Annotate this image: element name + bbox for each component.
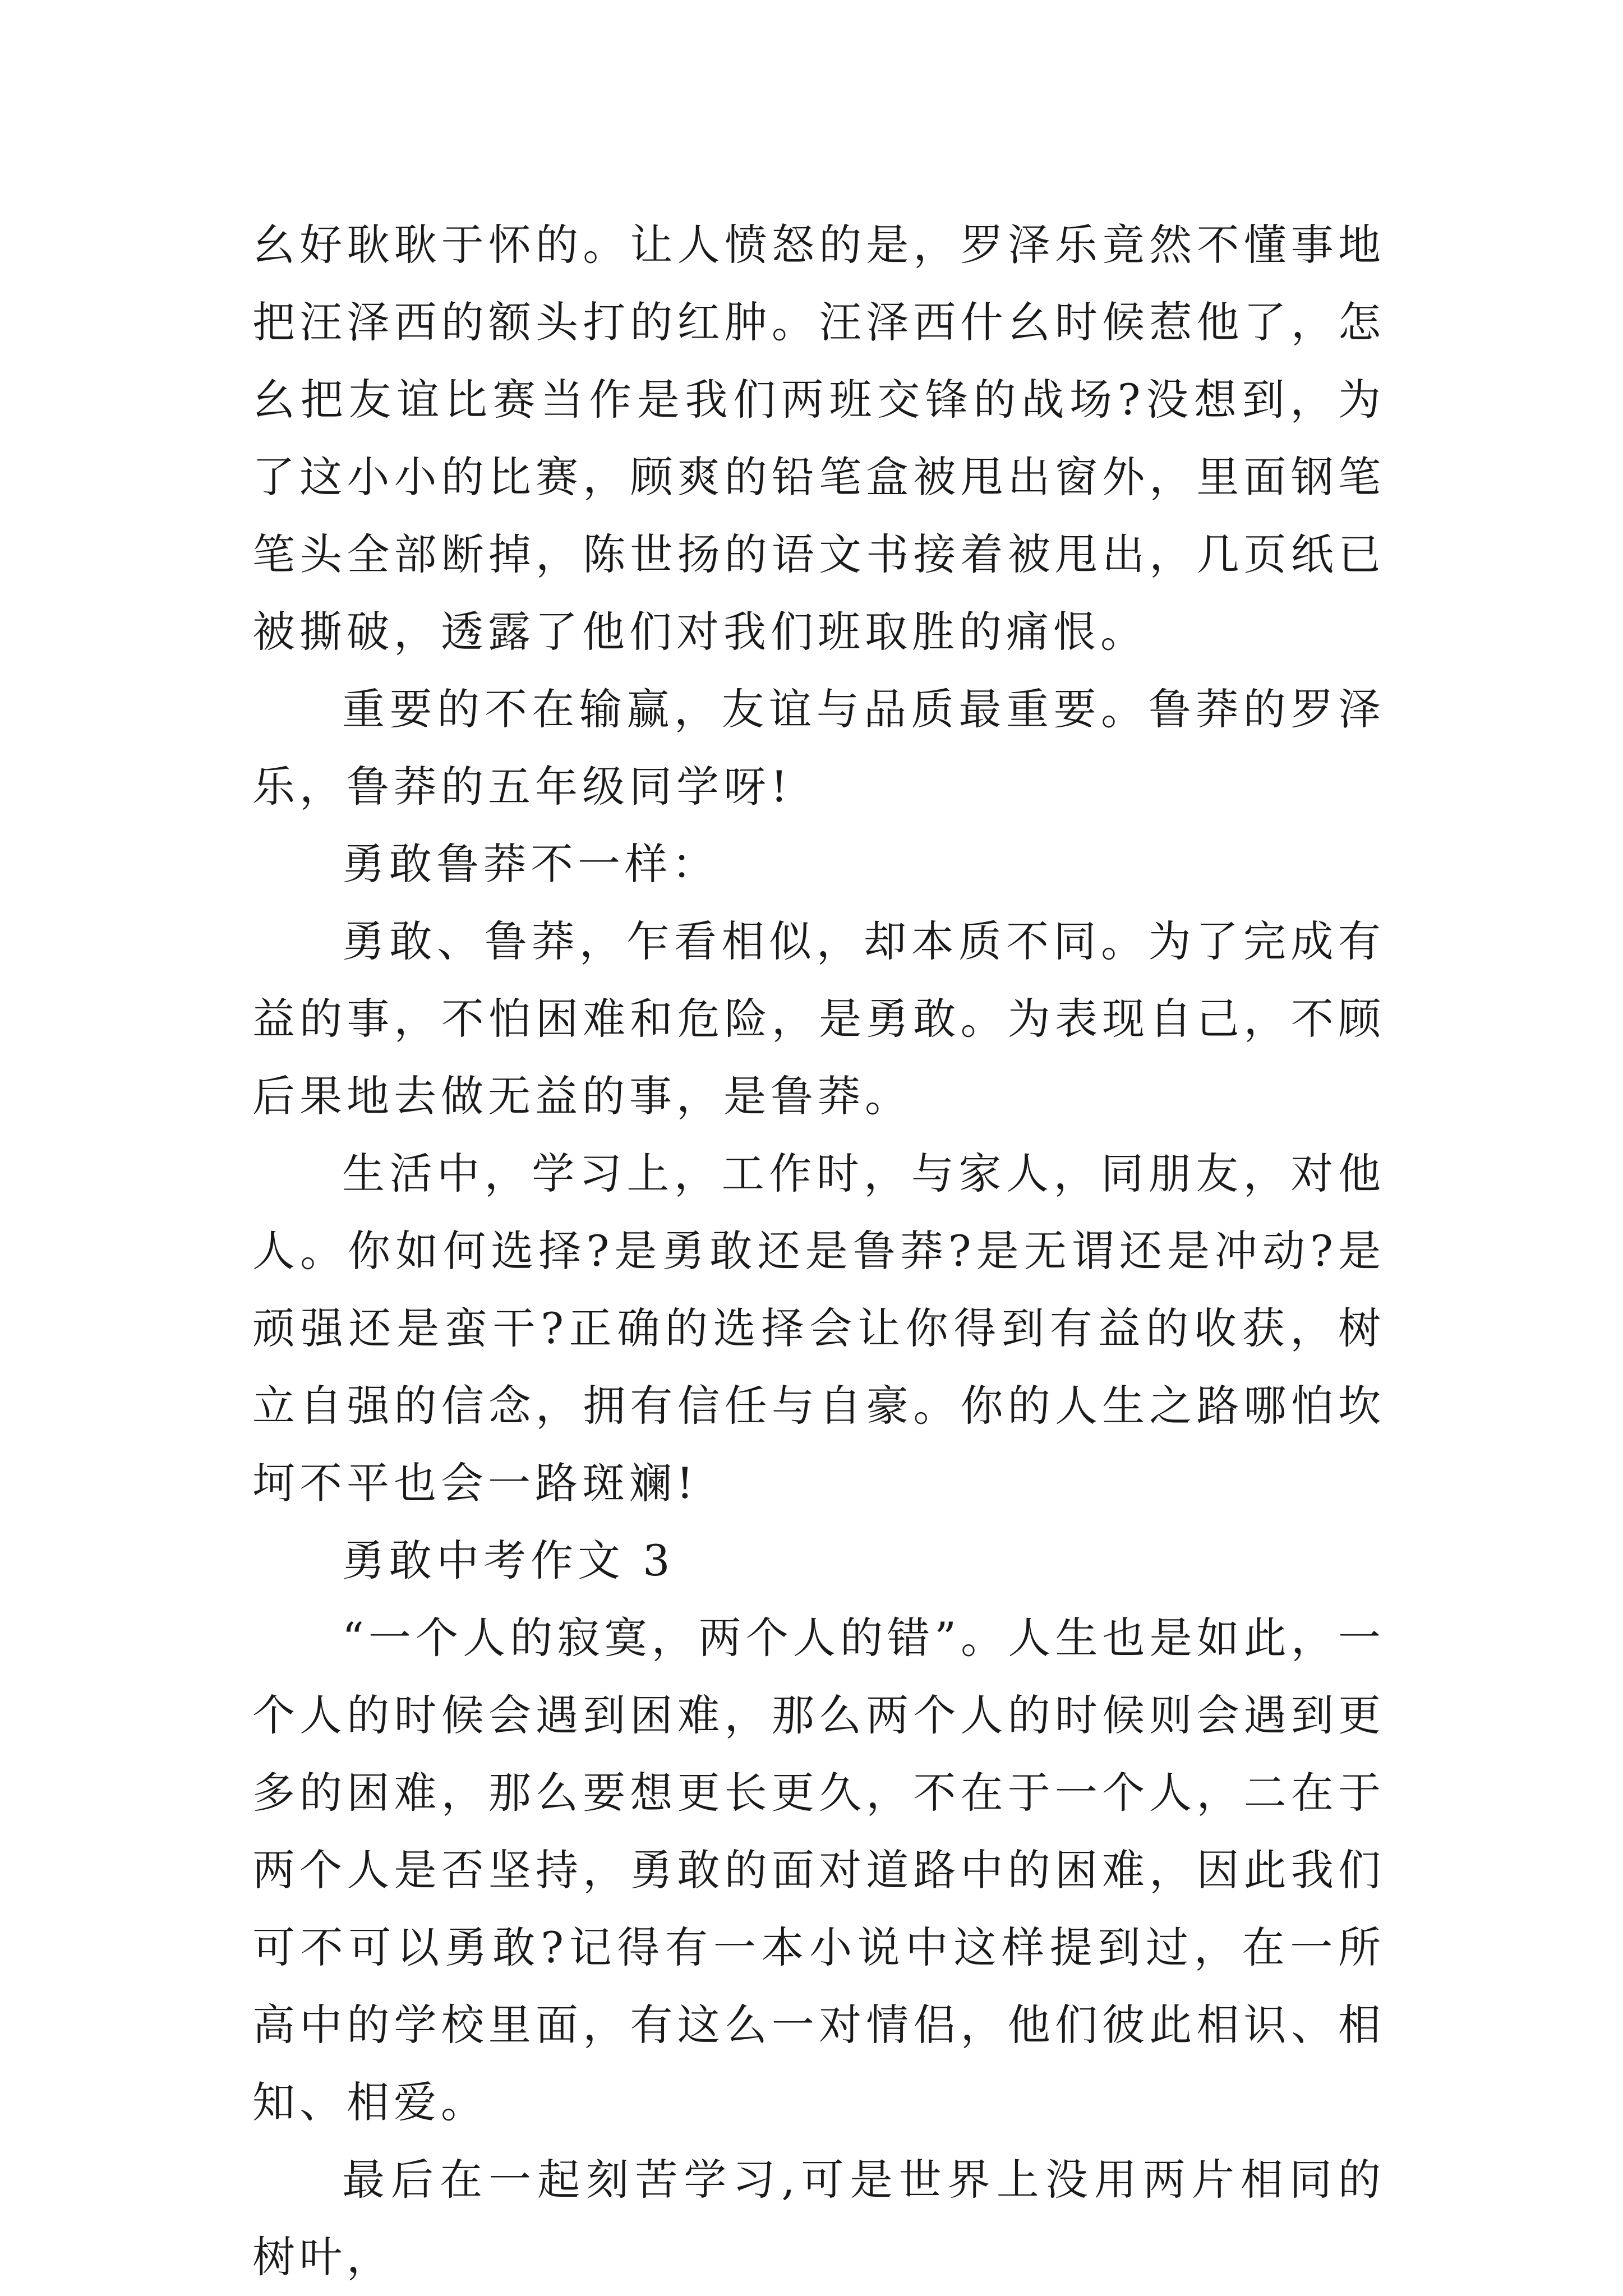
paragraph-5: 生活中，学习上，工作时，与家人，同朋友，对他人。你如何选择?是勇敢还是鲁莽?是无谓还是冲动?是顽强还是蛮干?正确的选择会让你得到有益的收获，树立自强的信念，拥有信任与自豪。你的人生之路哪怕坎坷不平也会一路斑斓! — [252, 1149, 1385, 1508]
paragraph-2: 重要的不在输赢，友谊与品质最重要。鲁莽的罗泽乐，鲁莽的五年级同学呀! — [252, 684, 1385, 812]
section-heading: 勇敢中考作文 3 — [342, 1536, 675, 1585]
paragraph-4: 勇敢、鲁莽，乍看相似，却本质不同。为了完成有益的事，不怕困难和危险，是勇敢。为表现自己，不顾后果地去做无益的事，是鲁莽。 — [252, 916, 1385, 1121]
paragraph-1: 幺好耿耿于怀的。让人愤怒的是，罗泽乐竟然不懂事地把汪泽西的额头打的红肿。汪泽西什幺时候惹他了，怎幺把友谊比赛当作是我们两班交锋的战场?没想到，为了这小小的比赛，顾爽的铅笔盒被甩出窗外，里面钢笔笔头全部断掉，陈世扬的语文书接着被甩出，几页纸已被撕破，透露了他们对我们班取胜的痛恨。 — [252, 220, 1385, 657]
paragraph-6: “一个人的寂寞，两个人的错”。人生也是如此，一个人的时候会遇到困难，那么两个人的时候则会遇到更多的困难，那么要想更长更久，不在于一个人，二在于两个人是否坚持，勇敢的面对道路中的困难，因此我们可不可以勇敢?记得有一本小说中这样提到过，在一所高中的学校里面，有这么一对情侣，他们彼此相识、相知、相爱。 — [252, 1613, 1385, 2127]
paragraph-7: 最后在一起刻苦学习,可是世界上没用两片相同的树叶， — [252, 2155, 1385, 2282]
paragraph-3: 勇敢鲁莽不一样： — [342, 839, 719, 889]
body-text — [252, 206, 1385, 2296]
